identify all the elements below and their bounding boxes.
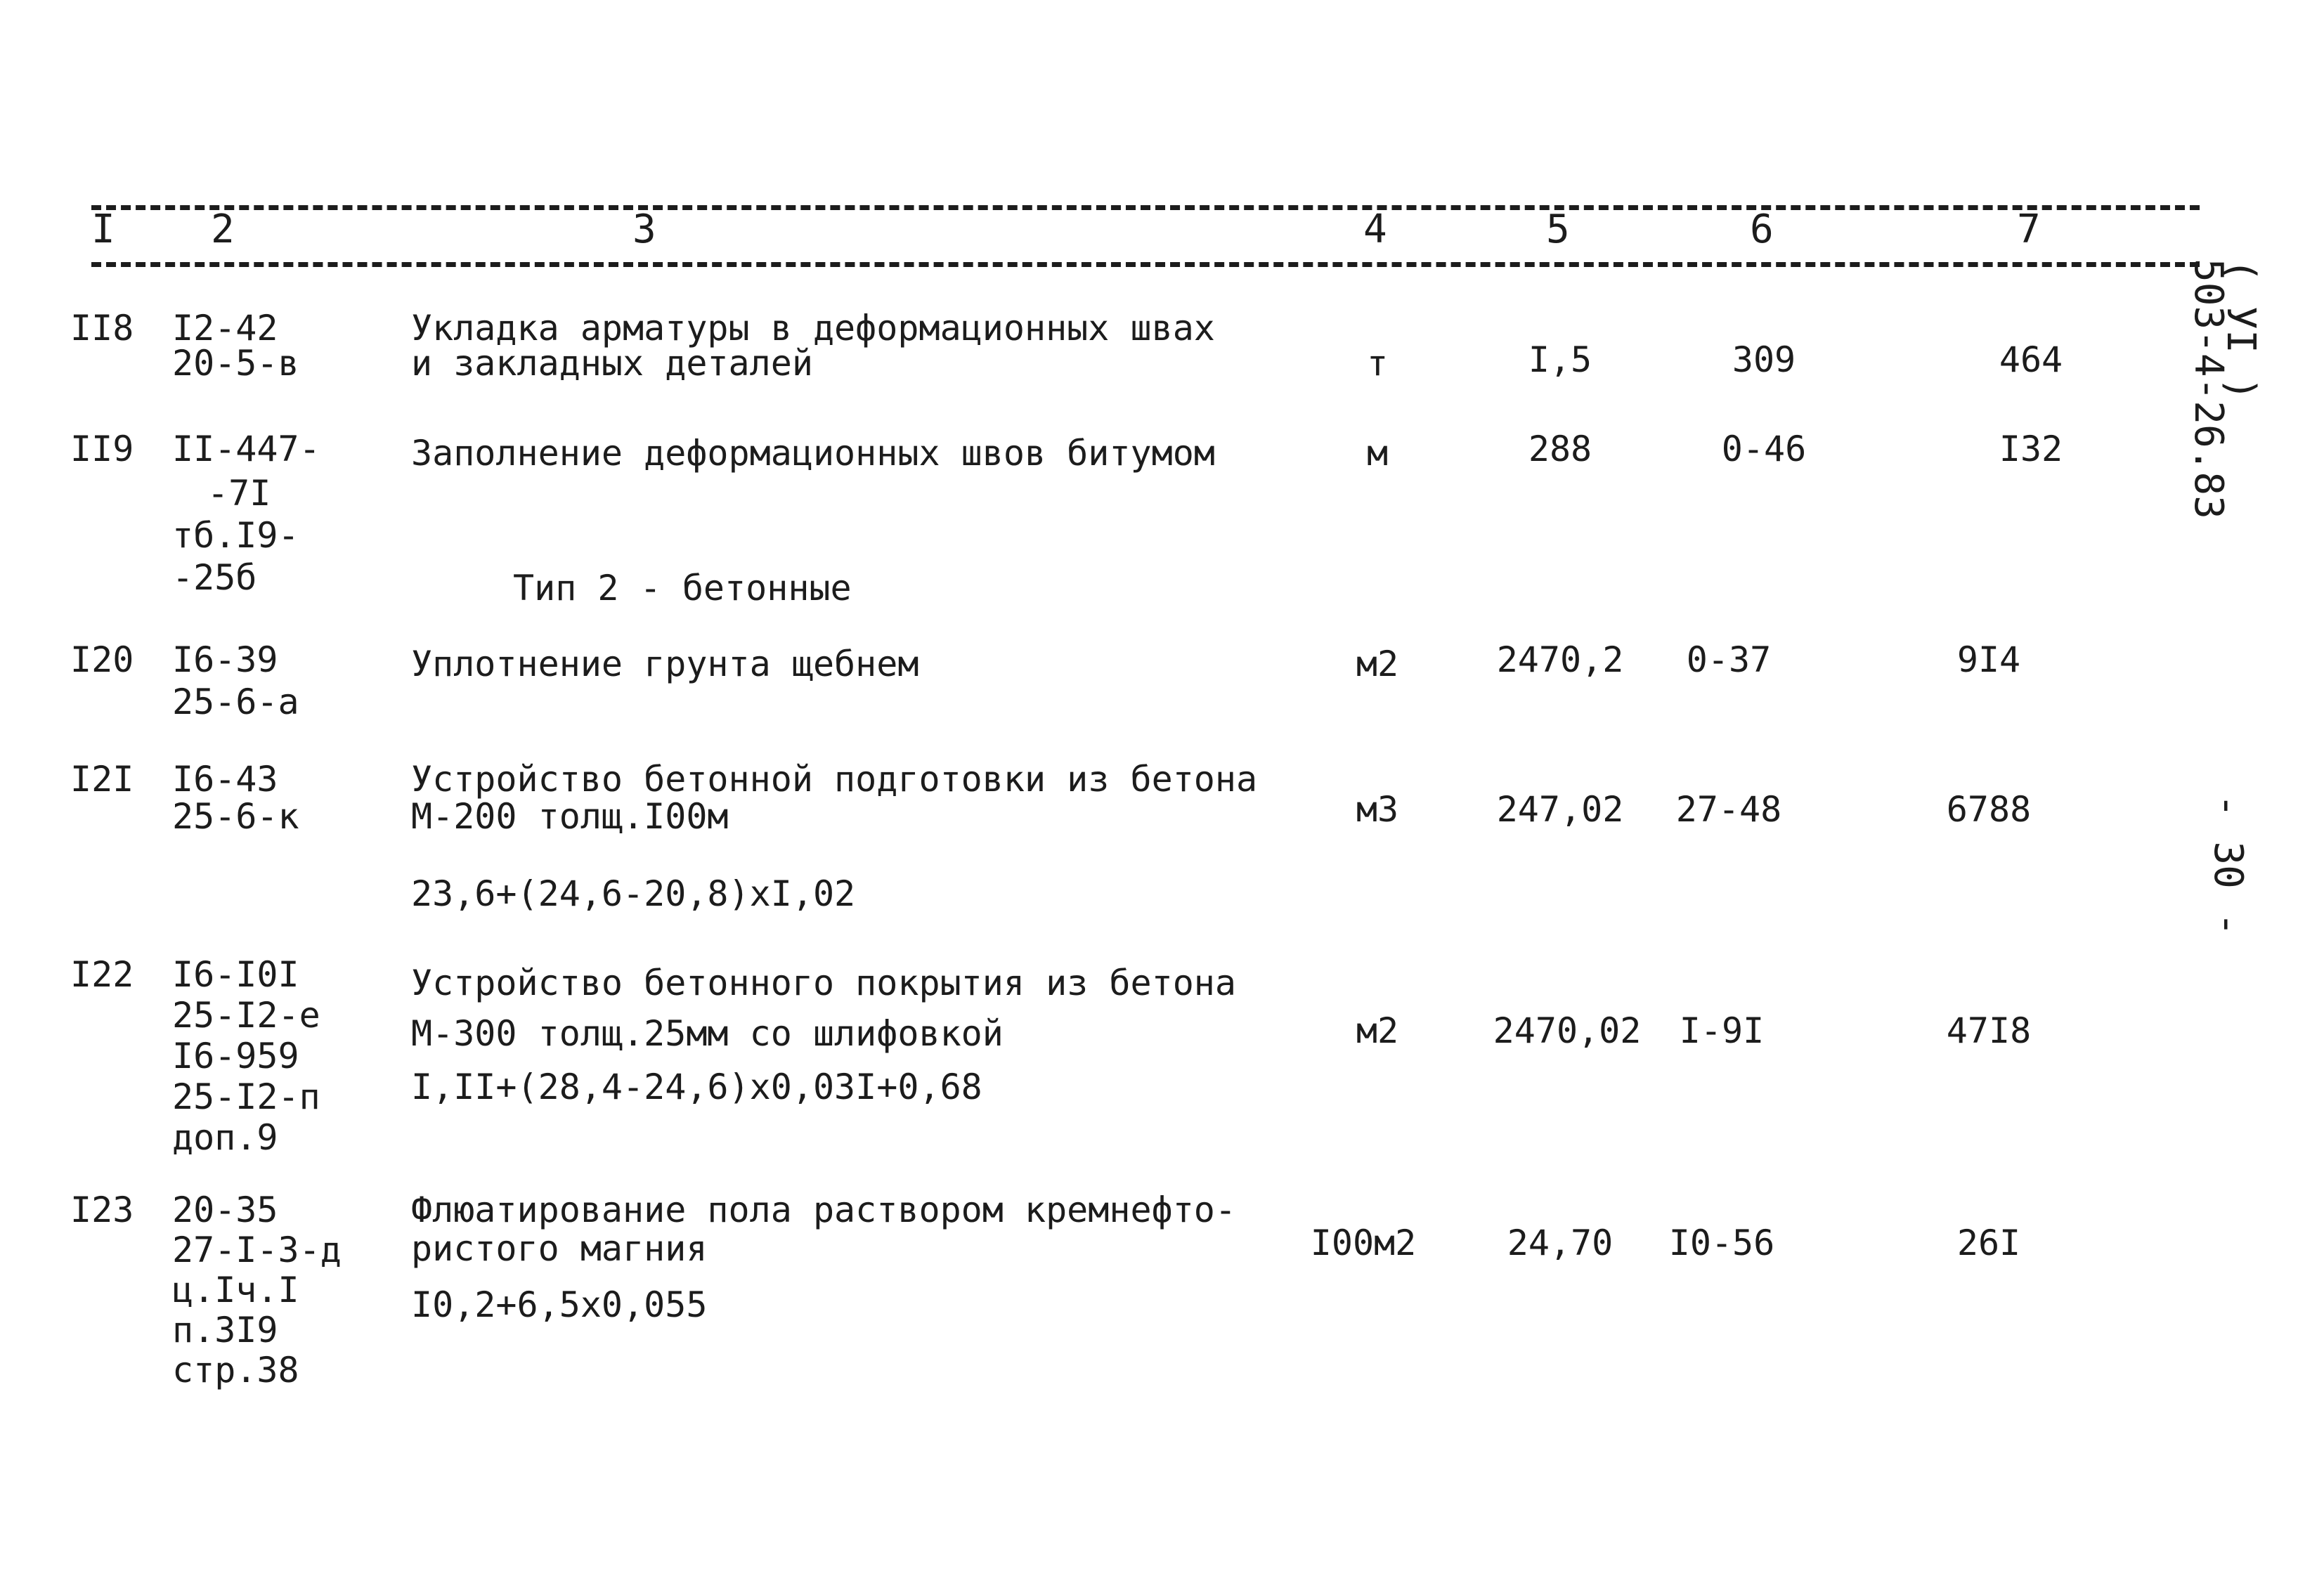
row-ref-line: -25б <box>172 557 257 598</box>
row-description-line: М-300 толщ.25мм со шлифовкой <box>411 1013 1004 1054</box>
row-ref-line: 25-I2-п <box>172 1076 320 1117</box>
row-ref-line: стр.38 <box>172 1350 299 1391</box>
row-quantity: 288 <box>1528 429 1592 469</box>
column-header-1: I <box>91 207 115 252</box>
row-unit-price: 0-37 <box>1686 639 1772 680</box>
row-unit-price: I-9I <box>1679 1010 1765 1051</box>
row-total-cost: 464 <box>1999 339 2063 380</box>
row-ref-line: 27-I-3-д <box>172 1230 342 1270</box>
row-total-cost: 6788 <box>1946 789 2032 830</box>
row-unit: м2 <box>1356 1010 1399 1051</box>
row-ref-line: I2-42 <box>172 308 278 349</box>
row-quantity: 2470,2 <box>1496 639 1624 680</box>
row-unit: I00м2 <box>1310 1223 1417 1263</box>
row-number: I20 <box>70 639 134 680</box>
row-ref-line: II-447- <box>172 429 320 469</box>
row-description-line: Заполнение деформационных швов битумом <box>411 433 1215 474</box>
row-total-cost: 9I4 <box>1956 639 2021 680</box>
row-number: I23 <box>70 1190 134 1230</box>
row-formula: I,II+(28,4-24,6)х0,03I+0,68 <box>411 1067 982 1107</box>
row-total-cost: 26I <box>1956 1223 2021 1263</box>
row-formula: 23,6+(24,6-20,8)хI,02 <box>411 873 856 914</box>
row-quantity: 24,70 <box>1507 1223 1614 1263</box>
row-number: I22 <box>70 954 134 995</box>
column-header-4: 4 <box>1363 207 1387 252</box>
column-header-5: 5 <box>1546 207 1570 252</box>
row-ref-line: I6-43 <box>172 759 278 800</box>
row-number: II8 <box>70 308 134 349</box>
row-description-line: М-200 толщ.I00м <box>411 796 729 837</box>
row-ref-line: 20-35 <box>172 1190 278 1230</box>
row-quantity: 247,02 <box>1496 789 1624 830</box>
page-number: - 30 - <box>2205 794 2251 937</box>
column-header-6: 6 <box>1750 207 1774 252</box>
header-top-rule <box>91 205 2200 210</box>
row-ref-line: 20-5-в <box>172 343 299 384</box>
row-quantity: 2470,02 <box>1493 1010 1642 1051</box>
row-total-cost: 47I8 <box>1946 1010 2032 1051</box>
row-description-line: ристого магния <box>411 1228 708 1269</box>
row-total-cost: I32 <box>1999 429 2063 469</box>
row-formula: I0,2+6,5х0,055 <box>411 1284 708 1325</box>
document-code: 503-4-26.83 <box>2186 259 2231 519</box>
row-ref-line: ц.Iч.I <box>172 1270 299 1310</box>
column-header-2: 2 <box>211 207 235 252</box>
row-unit-price: I0-56 <box>1668 1223 1775 1263</box>
column-header-7: 7 <box>2017 207 2041 252</box>
row-ref-line: I6-39 <box>172 639 278 680</box>
row-ref-line: -7I <box>207 473 271 514</box>
row-description-line: Уплотнение грунта щебнем <box>411 644 919 684</box>
row-ref-line: 25-I2-е <box>172 995 320 1036</box>
row-ref-line: тб.I9- <box>172 515 299 556</box>
row-ref-line: 25-6-а <box>172 682 299 722</box>
row-unit-price: 27-48 <box>1675 789 1782 830</box>
row-quantity: I,5 <box>1528 339 1592 380</box>
row-ref-line: 25-6-к <box>172 796 299 837</box>
row-unit-price: 0-46 <box>1721 429 1807 469</box>
row-description-line: Устройство бетонного покрытия из бетона <box>411 963 1236 1003</box>
row-unit-price: 309 <box>1732 339 1796 380</box>
document-code-series: ( УI ) <box>2218 259 2264 401</box>
section-heading: Тип 2 - бетонные <box>513 568 852 608</box>
row-unit: т <box>1366 343 1389 384</box>
row-description-line: Флюатирование пола раствором кремнефто- <box>411 1190 1236 1230</box>
row-unit: м <box>1366 433 1389 474</box>
row-description-line: Устройство бетонной подготовки из бетона <box>411 759 1258 800</box>
row-ref-line: доп.9 <box>172 1117 278 1158</box>
row-ref-line: I6-959 <box>172 1036 299 1076</box>
header-bottom-rule <box>91 262 2200 267</box>
row-unit: м3 <box>1356 789 1399 830</box>
row-ref-line: I6-I0I <box>172 954 299 995</box>
row-description-line: Укладка арматуры в деформационных швах <box>411 308 1215 349</box>
column-header-3: 3 <box>632 207 656 252</box>
row-ref-line: п.3I9 <box>172 1310 278 1350</box>
row-number: I2I <box>70 759 134 800</box>
row-unit: м2 <box>1356 644 1399 684</box>
row-description-line: и закладных деталей <box>411 343 813 384</box>
row-number: II9 <box>70 429 134 469</box>
